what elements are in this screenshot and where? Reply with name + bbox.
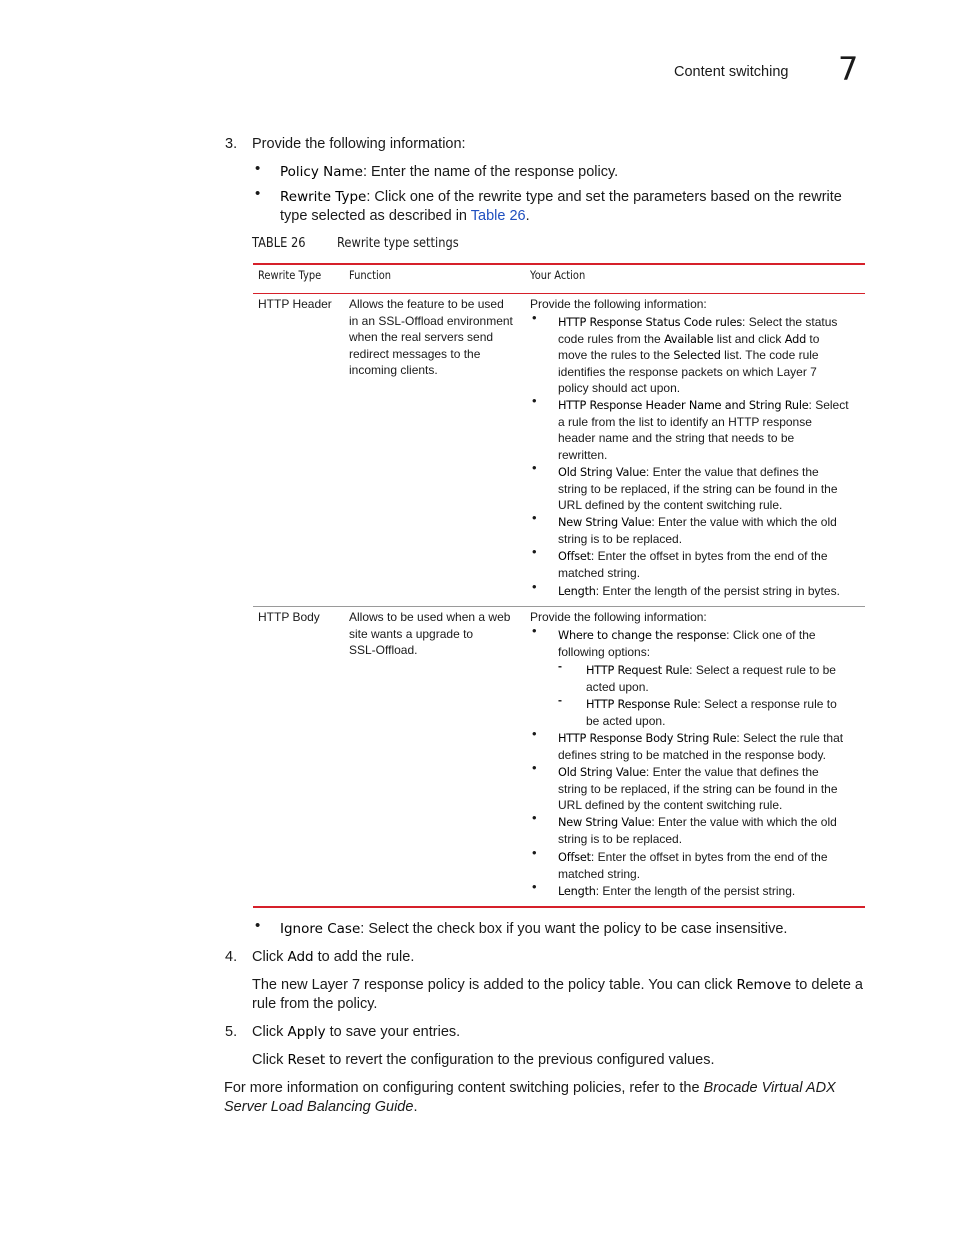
action-text: : Enter the value that defines the — [645, 465, 819, 479]
action-text: : Enter the length of the persist string in bytes. — [595, 584, 840, 598]
bullet-dot: • — [255, 917, 261, 934]
ignore-case-bullet: Ignore Case: Select the check box if you want the policy to be case insensitive. — [280, 921, 788, 937]
field-keyword: Offset — [558, 851, 591, 864]
function-line: incoming clients. — [349, 363, 438, 378]
bullet-dot: • — [255, 185, 261, 202]
action-line — [558, 430, 794, 447]
action-line — [558, 781, 838, 798]
bullet-dot: • — [532, 310, 537, 325]
table-caption-title: Rewrite type settings — [337, 236, 459, 251]
field-keyword: HTTP Response Status Code rules — [558, 316, 743, 329]
rewrite-type-bullet-cont: type selected as described in Table 26. — [280, 208, 530, 224]
field-keyword: Old String Value — [558, 466, 646, 479]
action-line — [558, 831, 682, 848]
sub-bullet-dash: - — [558, 693, 562, 707]
bullet-dot: • — [532, 460, 537, 475]
action-line — [558, 380, 680, 397]
field-keyword: HTTP Response Header Name and String Rule — [558, 399, 809, 412]
action-text: identifies the response packets on which Layer 7 — [558, 364, 817, 379]
action-line — [558, 849, 828, 867]
function-line: site wants a upgrade to — [349, 626, 474, 641]
action-line — [558, 764, 819, 782]
action-text: list and click — [713, 331, 785, 346]
field-keyword: New String Value — [558, 516, 652, 529]
action-line — [558, 583, 840, 601]
function-line: Allows the feature to be used — [349, 297, 504, 311]
more-info-para: For more information on configuring content switching policies, refer to the Brocade Virtual ADX — [224, 1080, 836, 1096]
table-top-rule — [253, 263, 865, 265]
action-text: a rule from the list to identify an HTTP response — [558, 414, 812, 429]
bullet-dot: • — [532, 510, 537, 525]
action-line — [586, 713, 665, 730]
action-text: matched string. — [558, 866, 641, 881]
step-5-text: Click Apply to save your entries. — [252, 1024, 461, 1040]
action-line — [558, 565, 640, 582]
step-3-text: Provide the following information: — [252, 136, 466, 152]
row-http-header-type: HTTP Header — [258, 297, 332, 311]
chapter-number: 7 — [838, 50, 859, 88]
action-line — [558, 331, 819, 349]
function-line: when the real servers send — [349, 330, 494, 345]
field-keyword: Available — [664, 332, 714, 346]
action-text: defines string to be matched in the response body. — [558, 747, 826, 762]
action-line — [558, 883, 795, 901]
action-text: : Click one of the — [726, 628, 816, 642]
field-keyword: New String Value — [558, 816, 652, 829]
action-text: list. The code rule — [720, 348, 819, 363]
field-keyword: Where to change the response — [558, 629, 727, 642]
action-line — [558, 747, 826, 764]
action-line — [558, 814, 837, 832]
action-text: : Select a request rule to be — [689, 663, 836, 677]
field-keyword: Length — [558, 885, 596, 898]
sub-bullet-dash: - — [558, 659, 562, 673]
row-http-body-function — [349, 609, 510, 659]
col-header-your-action: Your Action — [530, 268, 586, 282]
field-keyword: HTTP Response Body String Rule — [558, 732, 737, 745]
bullet-dot: • — [532, 623, 537, 638]
step-4-para-cont: rule from the policy. — [252, 996, 378, 1012]
action-line — [558, 397, 849, 415]
action-line — [558, 866, 640, 883]
action-line — [558, 314, 837, 332]
col-header-rewrite-type: Rewrite Type — [258, 268, 322, 282]
action-text: URL defined by the content switching rule. — [558, 798, 783, 813]
action-text: : Enter the value with which the old — [651, 515, 837, 529]
action-text: string is to be replaced. — [558, 531, 683, 546]
action-text: header name and the string that needs to be — [558, 431, 795, 446]
table-caption-label: TABLE 26 — [252, 236, 306, 251]
action-text: rewritten. — [558, 447, 608, 462]
action-text: policy should act upon. — [558, 381, 681, 396]
policy-name-bullet: Policy Name: Enter the name of the response policy. — [280, 164, 619, 180]
action-text: following options: — [558, 644, 651, 659]
action-text: be acted upon. — [586, 713, 666, 728]
step-4-number: 4. — [225, 949, 238, 965]
bullet-dot: • — [532, 544, 537, 559]
action-line — [558, 548, 828, 566]
action-text: matched string. — [558, 565, 641, 580]
action-line — [558, 481, 838, 498]
bullet-dot: • — [532, 879, 537, 894]
action-line — [558, 644, 650, 661]
action-line — [586, 679, 649, 696]
action-text: string to be replaced, if the string can be found in the — [558, 781, 838, 796]
action-text: : Enter the offset in bytes from the end of the — [590, 549, 828, 563]
action-text: : Select the rule that — [736, 731, 844, 745]
action-text: URL defined by the content switching rule. — [558, 498, 783, 513]
action-text: : Enter the value with which the old — [651, 815, 837, 829]
action-text: acted upon. — [586, 679, 649, 694]
action-text: : Enter the value that defines the — [645, 765, 819, 779]
bullet-dot: • — [532, 760, 537, 775]
table-26-link[interactable]: Table 26 — [470, 208, 526, 224]
bullet-dot: • — [532, 579, 537, 594]
action-line — [558, 447, 607, 464]
action-text: : Enter the length of the persist string. — [595, 884, 796, 898]
row-http-body-type: HTTP Body — [258, 610, 320, 624]
action-line — [558, 627, 816, 645]
step-5-number: 5. — [225, 1024, 238, 1040]
field-keyword: Offset — [558, 550, 591, 563]
step-5-para: Click Reset to revert the configuration to the previous configured values. — [252, 1052, 715, 1068]
function-line: Allows to be used when a web — [349, 610, 511, 624]
field-keyword: Old String Value — [558, 766, 646, 779]
step-3-number: 3. — [225, 136, 238, 152]
action-text: : Select the status — [742, 315, 838, 329]
function-line: in an SSL-Offload environment — [349, 313, 513, 328]
action-line — [558, 364, 817, 381]
more-info-para-cont: Server Load Balancing Guide. — [224, 1099, 418, 1115]
field-keyword: Length — [558, 585, 596, 598]
col-header-function: Function — [349, 268, 392, 282]
row-http-header-function — [349, 296, 513, 379]
step-4-para: The new Layer 7 response policy is added to the policy table. You can click Remove to delete a — [252, 977, 863, 993]
field-keyword: Add — [784, 332, 807, 346]
bullet-dot: • — [255, 160, 261, 177]
row-http-body-intro: Provide the following information: — [530, 610, 707, 624]
action-text: : Select a response rule to — [697, 697, 837, 711]
action-text: : Select — [808, 398, 849, 412]
table-bottom-rule — [253, 906, 865, 908]
table-header-rule — [253, 293, 865, 294]
action-line — [586, 662, 836, 680]
bullet-dot: • — [532, 393, 537, 408]
action-line — [558, 531, 682, 548]
rewrite-type-bullet: Rewrite Type: Click one of the rewrite type and set the parameters based on the rewrite — [280, 189, 842, 205]
row-http-header-intro: Provide the following information: — [530, 297, 707, 311]
action-line — [586, 696, 837, 714]
field-keyword: Selected — [673, 349, 721, 363]
action-line — [558, 497, 782, 514]
action-line — [558, 464, 819, 482]
bullet-dot: • — [532, 810, 537, 825]
action-line — [558, 730, 843, 748]
bullet-dot: • — [532, 845, 537, 860]
action-text: string is to be replaced. — [558, 831, 683, 846]
action-line — [558, 514, 837, 532]
action-text: code rules from the — [558, 331, 665, 346]
action-line — [558, 797, 782, 814]
bullet-dot: • — [532, 726, 537, 741]
step-4-text: Click Add to add the rule. — [252, 949, 415, 965]
function-line: SSL-Offload. — [349, 643, 418, 658]
action-text: to — [806, 331, 820, 346]
action-line — [558, 414, 812, 431]
action-text: : Enter the offset in bytes from the end of the — [590, 850, 828, 864]
running-header-title: Content switching — [674, 64, 789, 80]
action-line — [558, 347, 819, 365]
action-text: move the rules to the — [558, 348, 674, 363]
table-row-divider — [253, 606, 865, 607]
field-keyword: HTTP Request Rule — [586, 664, 690, 677]
function-line: redirect messages to the — [349, 346, 481, 361]
action-text: string to be replaced, if the string can be found in the — [558, 481, 838, 496]
field-keyword: HTTP Response Rule — [586, 698, 698, 711]
